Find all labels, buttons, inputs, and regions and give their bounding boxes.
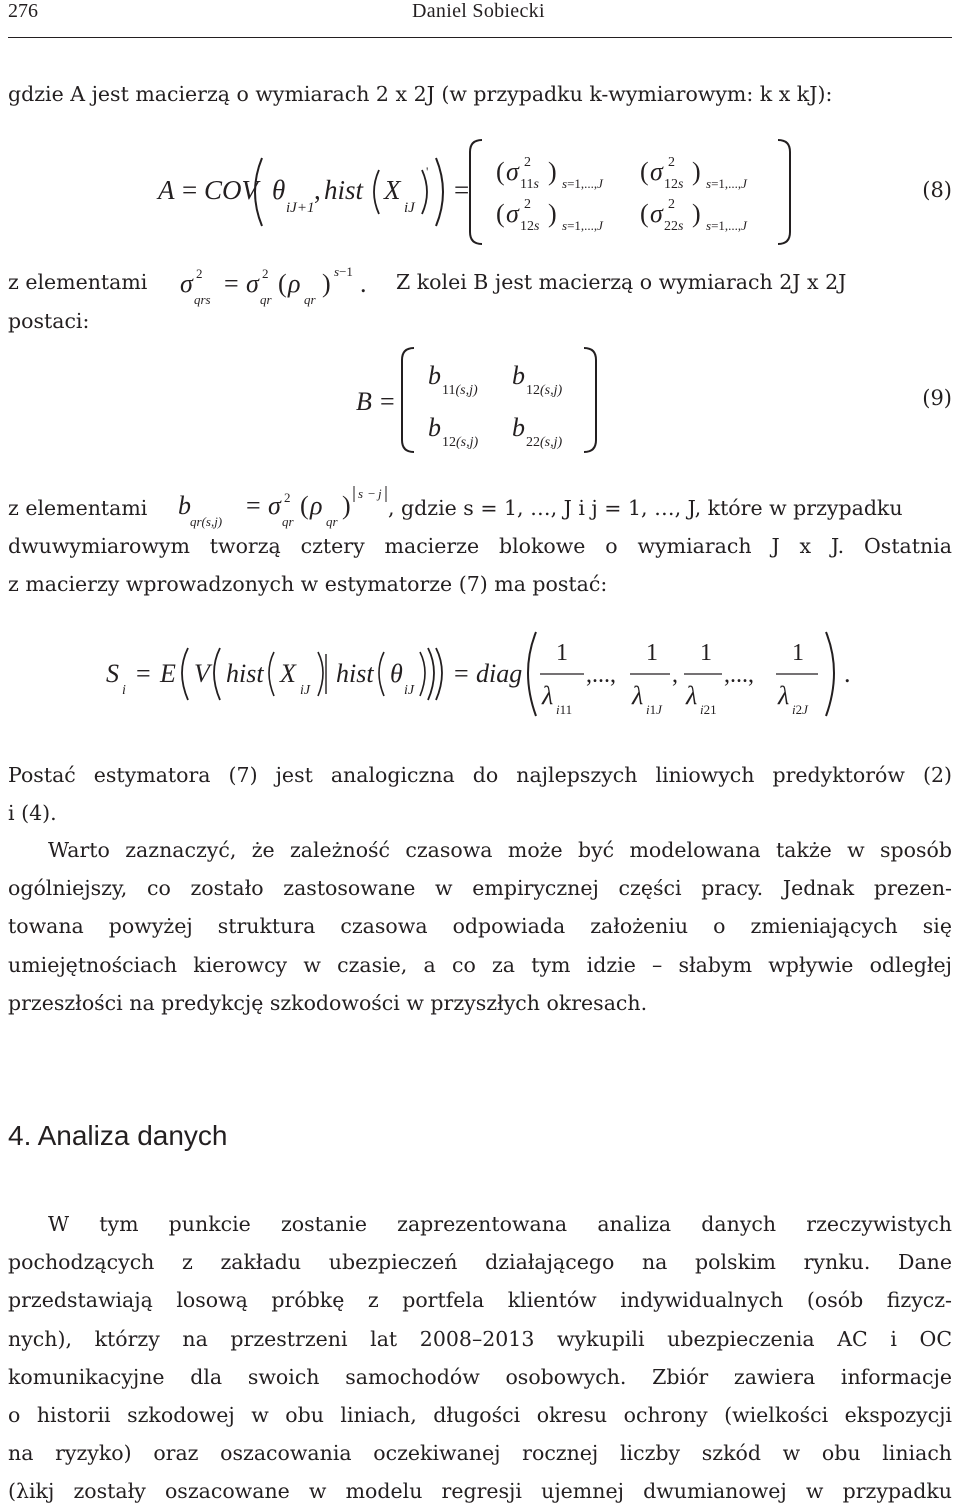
- svg-text:): ): [548, 199, 557, 228]
- equation-9: [0, 340, 960, 460]
- svg-text:.: .: [844, 659, 851, 688]
- paragraph-3-line-7: na ryzyko) oraz oszacowania oczekiwanej rocznej liczby szkód w obu liniach: [8, 1441, 952, 1466]
- svg-text:hist: hist: [324, 175, 364, 205]
- svg-text:': ': [426, 164, 429, 179]
- equation-9-drawing: [0, 340, 960, 460]
- zmacierzy-line: [8, 566, 607, 602]
- svg-text:1: 1: [556, 640, 568, 666]
- svg-text:=: =: [182, 175, 198, 205]
- svg-text:iJ: iJ: [300, 683, 311, 698]
- elements-line-2: [8, 486, 952, 529]
- svg-text:(: (: [496, 199, 505, 228]
- svg-text:b: b: [512, 413, 525, 442]
- zmacierzy-text: z macierzy wprowadzonych w estymatorze (7) ma postać:: [8, 572, 608, 596]
- svg-text:σ: σ: [650, 157, 663, 186]
- svg-text:qr(s,j): qr(s,j): [190, 514, 223, 529]
- svg-text:B: B: [356, 387, 372, 416]
- svg-text:σ: σ: [180, 269, 193, 298]
- svg-text:σ: σ: [506, 157, 519, 186]
- svg-text:12s: 12s: [664, 177, 684, 192]
- elements-prefix-2: z elementami: [8, 496, 148, 520]
- svg-text:=: =: [380, 387, 395, 416]
- svg-text:iJ: iJ: [404, 683, 415, 698]
- svg-text:E: E: [160, 659, 176, 688]
- svg-text:−: −: [368, 486, 376, 501]
- svg-text:2: 2: [668, 155, 675, 170]
- paragraph-1-line-2: i (4).: [8, 801, 57, 826]
- paragraph-2-line-3: towana powyżej struktura czasowa odpowiada założeniu o zmieniających się: [8, 914, 952, 939]
- svg-text:=: =: [224, 269, 239, 298]
- paragraph-1: [8, 756, 952, 832]
- svg-text:11(s,j): 11(s,j): [442, 383, 478, 398]
- svg-text:qr: qr: [282, 514, 294, 529]
- svg-text:i21: i21: [700, 702, 717, 717]
- paragraph-3-line-2: pochodzących z zakładu ubezpieczeń działającego na polskim rynku. Dane: [8, 1250, 952, 1275]
- svg-text:σ: σ: [650, 199, 663, 228]
- elements-prefix-1: z elementami: [8, 270, 148, 294]
- svg-text:2: 2: [196, 266, 203, 281]
- svg-text:12s: 12s: [520, 219, 540, 234]
- equation-8: [0, 130, 960, 250]
- svg-text:12(s,j): 12(s,j): [442, 435, 479, 450]
- svg-text:i2J: i2J: [792, 702, 808, 717]
- svg-text:j: j: [378, 486, 382, 501]
- svg-text:ρ: ρ: [310, 491, 323, 520]
- svg-text:A: A: [158, 175, 175, 205]
- svg-text:iJ: iJ: [404, 200, 415, 216]
- svg-text:s−1: s−1: [334, 264, 353, 279]
- svg-text:λ: λ: [778, 681, 790, 710]
- dwuwym-line: [8, 528, 952, 564]
- svg-text:S: S: [106, 659, 119, 688]
- svg-text:1: 1: [792, 640, 804, 666]
- svg-text:σ: σ: [268, 491, 281, 520]
- paragraph-1-line-1: Postać estymatora (7) jest analogiczna do najlepszych liniowych predyktorów (2): [8, 763, 952, 787]
- svg-text:s=1,...,J: s=1,...,J: [706, 218, 747, 233]
- section-heading: 4. Analiza danych: [8, 1120, 228, 1151]
- paragraph-3-line-1: W tym punkcie zostanie zaprezentowana analiza danych rzeczywistych: [48, 1212, 952, 1236]
- svg-text:V: V: [194, 659, 210, 688]
- svg-text:2: 2: [668, 197, 675, 212]
- svg-text:hist: hist: [226, 659, 264, 688]
- equation-8-number: (8): [922, 178, 952, 202]
- svg-text:iJ+1: iJ+1: [286, 200, 315, 216]
- equation-s-drawing: [0, 620, 960, 720]
- paragraph-3-line-6: o historii szkodowej w obu liniach, długości okresu ochrony (wielkości ekspozycji: [8, 1402, 952, 1427]
- svg-text:(: (: [300, 491, 309, 520]
- svg-text:COV: COV: [204, 175, 258, 205]
- svg-text:1: 1: [700, 640, 712, 666]
- svg-text:b: b: [178, 491, 191, 520]
- svg-text:σ: σ: [246, 269, 259, 298]
- paragraph-3-line-4: nych), którzy na przestrzeni lat 2008–2013 wykupili ubezpieczenia AC i OC: [8, 1326, 952, 1351]
- svg-text:(: (: [278, 269, 287, 298]
- svg-text:,: ,: [672, 662, 678, 688]
- svg-text:11s: 11s: [520, 177, 539, 192]
- paragraph-3: [8, 1205, 952, 1511]
- postaci-line: [8, 303, 89, 339]
- svg-text:,...,: ,...,: [586, 662, 616, 688]
- svg-text:(: (: [496, 157, 505, 186]
- svg-text:22(s,j): 22(s,j): [526, 435, 563, 450]
- paragraph-3-line-3: przedstawiają losową próbkę z portfela klientów indywidualnych (osób fizycz-: [8, 1288, 952, 1313]
- svg-text:ρ: ρ: [288, 269, 301, 298]
- svg-text:2: 2: [524, 197, 531, 212]
- svg-text:2: 2: [284, 490, 291, 505]
- paragraph-2-line-1: Warto zaznaczyć, że zależność czasowa może być modelowana także w sposób: [48, 838, 952, 862]
- svg-text:(: (: [640, 157, 649, 186]
- svg-text:b: b: [428, 361, 441, 390]
- svg-text:θ: θ: [390, 659, 403, 688]
- header-rule: [8, 37, 952, 38]
- svg-text:X: X: [280, 659, 296, 688]
- svg-text:s=1,...,J: s=1,...,J: [706, 176, 747, 191]
- elements-suffix-2: , gdzie s = 1, …, J i j = 1, …, J, które w przypadku: [388, 496, 903, 520]
- page-number: 276: [8, 0, 38, 22]
- svg-text:(: (: [640, 199, 649, 228]
- svg-text:b: b: [428, 413, 441, 442]
- svg-text:λ: λ: [686, 681, 698, 710]
- b-qr-formula: [174, 480, 404, 530]
- paragraph-3-line-8: (λikj zostały oszacowane w modelu regresji ujemnej dwumianowej w przypadku: [8, 1479, 952, 1504]
- svg-text:): ): [548, 157, 557, 186]
- svg-text:b: b: [512, 361, 525, 390]
- svg-text:qr: qr: [304, 292, 316, 307]
- svg-text:λ: λ: [632, 681, 644, 710]
- svg-text:22s: 22s: [664, 219, 684, 234]
- dwuwym-text: dwuwymiarowym tworzą cztery macierze blokowe o wymiarach J x J. Ostatnia: [8, 534, 952, 558]
- svg-text:qr: qr: [326, 514, 338, 529]
- svg-text:=: =: [246, 491, 261, 520]
- svg-text:hist: hist: [336, 659, 374, 688]
- svg-text:s=1,...,J: s=1,...,J: [562, 176, 603, 191]
- svg-text:σ: σ: [506, 199, 519, 228]
- paragraph-2: [8, 831, 952, 1022]
- intro-line: [8, 76, 832, 112]
- elements-suffix-1: Z kolei B jest macierzą o wymiarach 2J x 2J: [396, 270, 847, 294]
- svg-text:): ): [322, 269, 331, 298]
- svg-text:qrs: qrs: [194, 292, 211, 307]
- svg-text:i1J: i1J: [646, 702, 662, 717]
- svg-text:λ: λ: [542, 681, 554, 710]
- svg-text:qr: qr: [260, 292, 272, 307]
- equation-9-number: (9): [922, 386, 952, 410]
- svg-text:=: =: [454, 175, 470, 205]
- svg-text:2: 2: [262, 266, 269, 281]
- svg-text:=: =: [136, 659, 151, 688]
- sigma-qrs-formula: [176, 262, 376, 308]
- svg-text:): ): [692, 157, 701, 186]
- svg-text:,: ,: [314, 175, 321, 205]
- svg-text:i11: i11: [556, 702, 573, 717]
- postaci-text: postaci:: [8, 309, 90, 333]
- svg-text:s: s: [358, 486, 364, 501]
- paragraph-2-line-4: umiejętnościach kierowcy w czasie, a co za tym idzie – słabym wpływie odległej: [8, 952, 952, 977]
- svg-text:θ: θ: [272, 175, 286, 205]
- svg-text:,...,: ,...,: [724, 662, 754, 688]
- svg-text:1: 1: [646, 640, 658, 666]
- paragraph-3-line-5: komunikacyjne dla swoich samochodów osobowych. Zbiór zawiera informacje: [8, 1364, 952, 1389]
- svg-text:): ): [342, 491, 351, 520]
- equation-s: [0, 620, 960, 720]
- equation-8-drawing: [0, 130, 960, 250]
- svg-text:s=1,...,J: s=1,...,J: [562, 218, 603, 233]
- svg-text:X: X: [384, 175, 401, 205]
- svg-text:): ): [692, 199, 701, 228]
- svg-text:.: .: [360, 269, 367, 298]
- paragraph-2-line-2: ogólniejszy, co zostało zastosowane w empirycznej części pracy. Jednak prezen-: [8, 876, 952, 901]
- running-author: Daniel Sobiecki: [412, 0, 545, 22]
- svg-text:12(s,j): 12(s,j): [526, 383, 563, 398]
- elements-line-1: [8, 264, 952, 307]
- running-header: [0, 0, 960, 24]
- intro-text: gdzie A jest macierzą o wymiarach 2 x 2J (w przypadku k-wymiarowym: k x kJ):: [8, 82, 833, 106]
- svg-text:i: i: [122, 683, 126, 698]
- paragraph-2-line-5: przeszłości na predykcję szkodowości w przyszłych okresach.: [8, 990, 648, 1015]
- svg-text:=: =: [454, 659, 469, 688]
- svg-text:2: 2: [524, 155, 531, 170]
- svg-text:diag: diag: [476, 659, 523, 688]
